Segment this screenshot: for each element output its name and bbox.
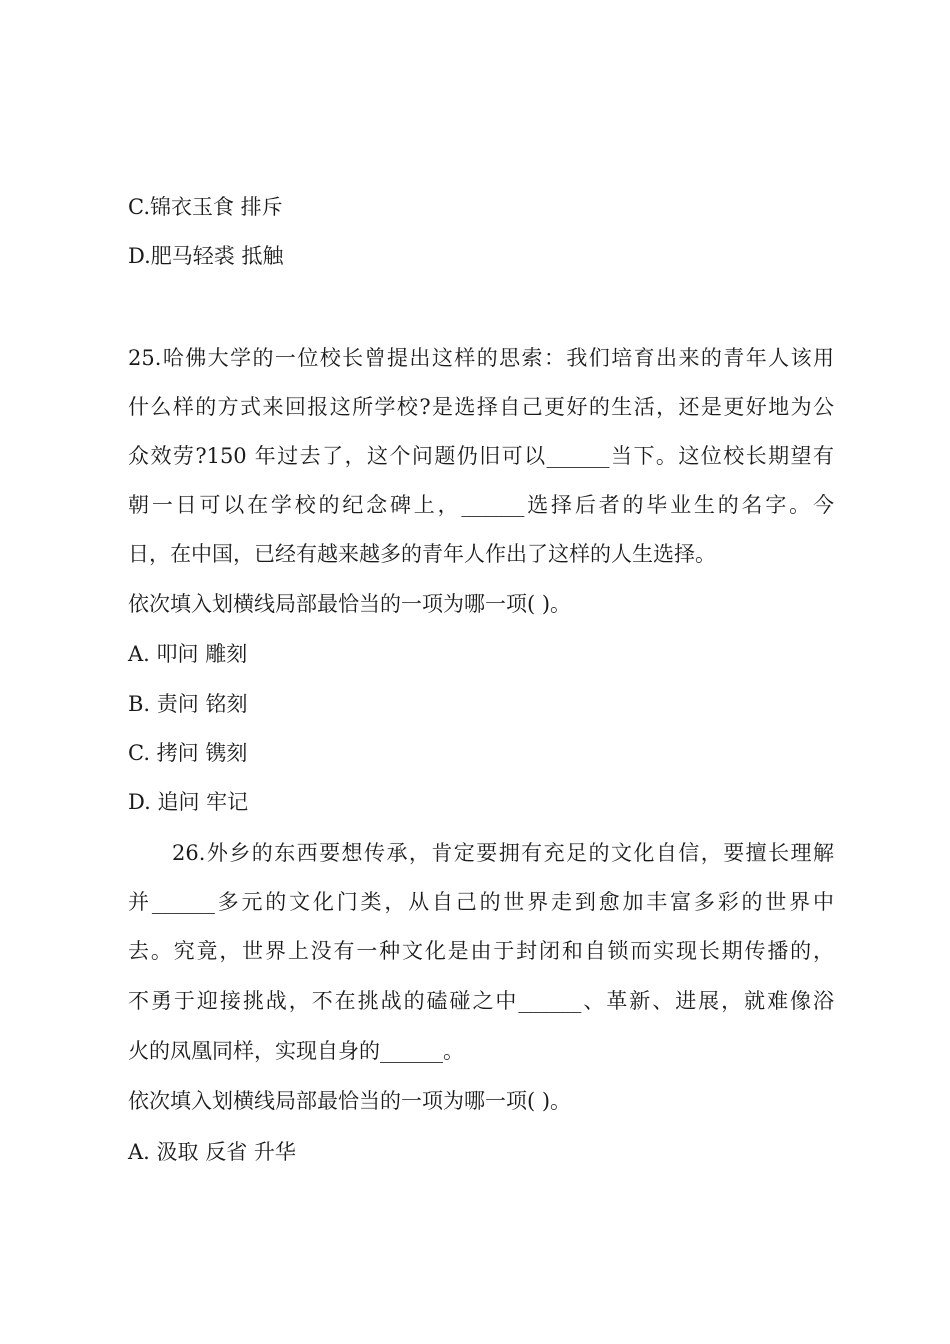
q25-text-line: 25.哈佛大学的一位校长曾提出这样的思索：我们培育出来的青年人该用 <box>128 346 834 370</box>
q25-text-line: 日，在中国，已经有越来越多的青年人作出了这样的人生选择。 <box>128 542 716 566</box>
q24-option-d: D.肥马轻裘 抵触 <box>128 244 284 268</box>
q25-option-a: A. 叩问 雕刻 <box>128 642 248 666</box>
q26-text-line: 去。究竟，世界上没有一种文化是由于封闭和自锁而实现长期传播的， <box>128 939 834 963</box>
q26-text-line: 26.外乡的东西要想传承，肯定要拥有充足的文化自信，要擅长理解 <box>172 841 834 865</box>
q26-instruction: 依次填入划横线局部最恰当的一项为哪一项( )。 <box>128 1089 572 1113</box>
q26-text-line: 火的凤凰同样，实现自身的______。 <box>128 1039 464 1063</box>
q26-option-a: A. 汲取 反省 升华 <box>128 1140 296 1164</box>
q25-text-line: 朝一日可以在学校的纪念碑上，______选择后者的毕业生的名字。今 <box>128 493 834 517</box>
q25-option-b: B. 责问 铭刻 <box>128 692 248 716</box>
q25-instruction: 依次填入划横线局部最恰当的一项为哪一项( )。 <box>128 592 572 616</box>
q25-text-line: 众效劳?150 年过去了，这个问题仍旧可以______当下。这位校长期望有 <box>128 444 834 468</box>
q25-text-line: 什么样的方式来回报这所学校?是选择自己更好的生活，还是更好地为公 <box>128 395 834 419</box>
q26-text-line: 并______多元的文化门类，从自己的世界走到愈加丰富多彩的世界中 <box>128 890 834 914</box>
q25-option-d: D. 追问 牢记 <box>128 790 249 814</box>
q24-option-c: C.锦衣玉食 排斥 <box>128 195 283 219</box>
q26-text-line: 不勇于迎接挑战，不在挑战的磕碰之中______、革新、进展，就难像浴 <box>128 989 834 1013</box>
q25-option-c: C. 拷问 镌刻 <box>128 741 248 765</box>
